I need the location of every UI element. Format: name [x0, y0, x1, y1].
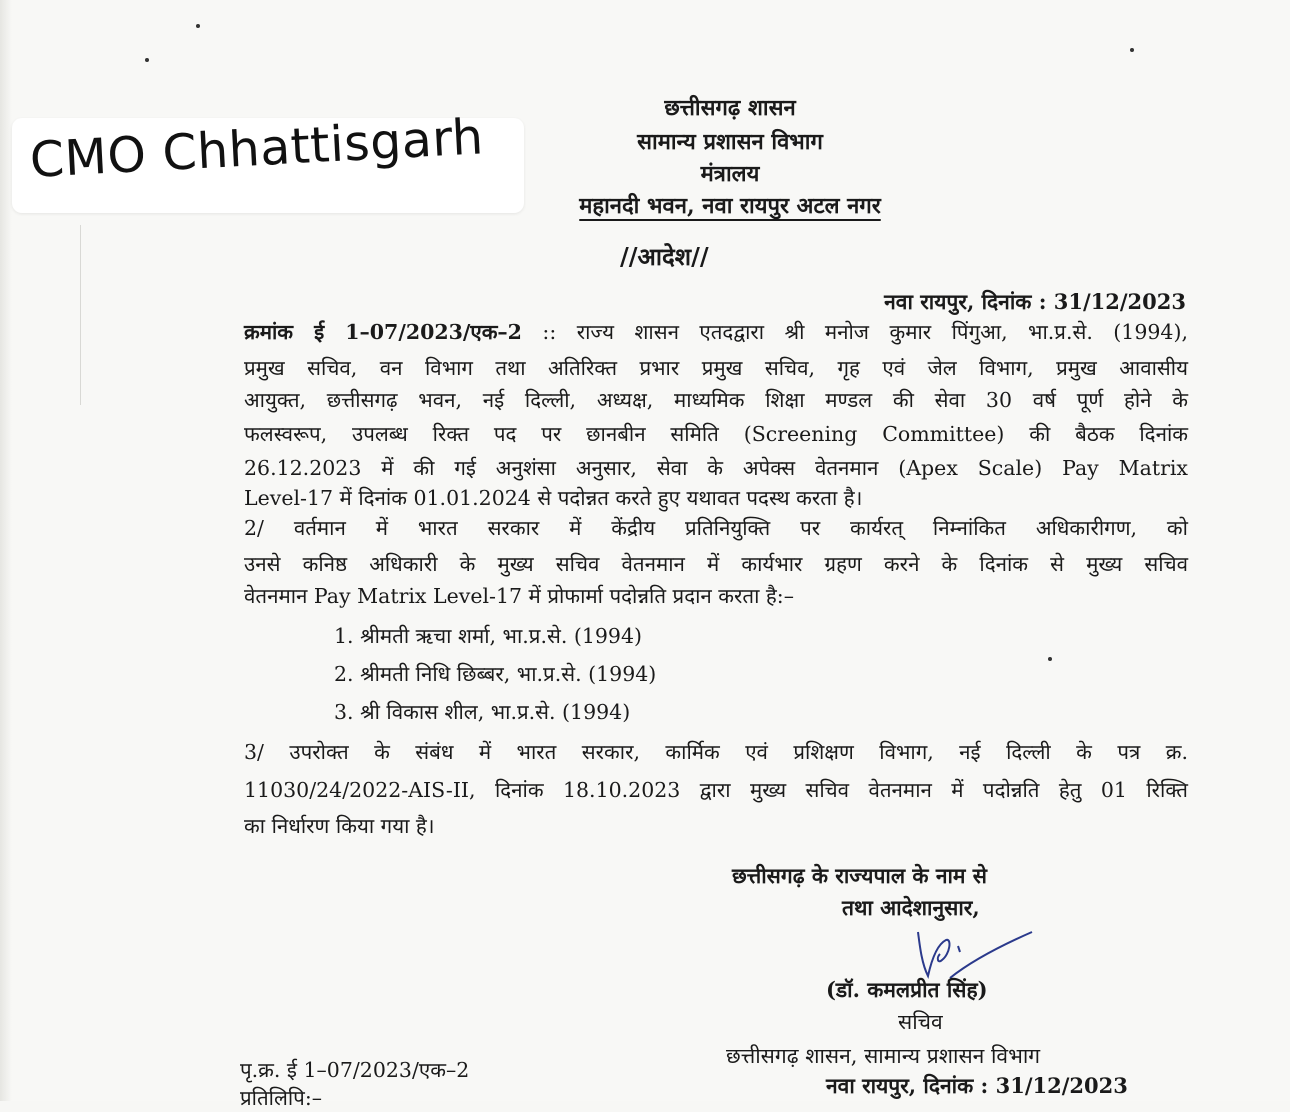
speck — [1130, 48, 1134, 52]
officer-list-item: 1. श्रीमती ऋचा शर्मा, भा.प्र.से. (1994) — [334, 624, 643, 648]
speck — [145, 58, 149, 62]
para1-line2: प्रमुख सचिव, वन विभाग तथा अतिरिक्त प्रभार प्रमुख सचिव, गृह एवं जेल विभाग, प्रमुख आवासीय — [244, 356, 1188, 380]
para1-line3: आयुक्त, छत्तीसगढ़ भवन, नई दिल्ली, अध्यक्ष, माध्यमिक शिक्षा मण्डल की सेवा 30 वर्ष पूर्ण होने के — [244, 388, 1188, 412]
para3-line2: 11030/24/2022-AIS-II, दिनांक 18.10.2023 द्वारा मुख्य सचिव वेतनमान में पदोन्नति हेतु 01 रिक्ति — [244, 778, 1188, 802]
signature-authority: छत्तीसगढ़ के राज्यपाल के नाम से — [732, 863, 987, 888]
margin-line — [80, 225, 81, 405]
footer-copy-label: प्रतिलिपि:– — [240, 1086, 322, 1110]
signature-order: तथा आदेशानुसार, — [842, 895, 980, 920]
signatory-department: छत्तीसगढ़ शासन, सामान्य प्रशासन विभाग — [726, 1044, 1041, 1068]
order-reference: क्रमांक ई 1–07/2023/एक–2 — [244, 320, 522, 344]
para2-line3: वेतनमान Pay Matrix Level-17 में प्रोफार्मा पदोन्नति प्रदान करता है:– — [244, 584, 794, 608]
signatory-designation: सचिव — [898, 1010, 943, 1034]
header-government: छत्तीसगढ़ शासन — [664, 95, 796, 121]
watermark-text: CMO Chhattisgarh — [28, 108, 485, 189]
para1-line6: Level-17 में दिनांक 01.01.2024 से पदोन्नत करते हुए यथावत पदस्थ करता है। — [244, 486, 863, 510]
order-date: नवा रायपुर, दिनांक : 31/12/2023 — [884, 289, 1186, 314]
page-edge-shadow — [0, 0, 12, 1101]
para2-line1: 2/ वर्तमान में भारत सरकार में केंद्रीय प्रतिनियुक्ति पर कार्यरत् निम्नांकित अधिकारीगण, को — [244, 516, 1188, 540]
footer-reference: पृ.क्र. ई 1–07/2023/एक–2 — [240, 1058, 470, 1082]
para2-line2: उनसे कनिष्ठ अधिकारी के मुख्य सचिव वेतनमान में कार्यभार ग्रहण करने के दिनांक से मुख्य सचिव — [244, 552, 1188, 576]
para1-line4: फलस्वरूप, उपलब्ध रिक्त पद पर छानबीन समिति (Screening Committee) की बैठक दिनांक — [244, 422, 1188, 446]
para1-line5: 26.12.2023 में की गई अनुशंसा अनुसार, सेवा के अपेक्स वेतनमान (Apex Scale) Pay Matrix — [244, 456, 1188, 480]
para1-line1-text: :: राज्य शासन एतदद्वारा श्री मनोज कुमार पिंगुआ, भा.प्र.से. (1994), — [542, 320, 1188, 344]
officer-list-item: 2. श्रीमती निधि छिब्बर, भा.प्र.से. (1994) — [334, 662, 657, 686]
speck — [1048, 657, 1052, 661]
signatory-name: (डॉ. कमलप्रीत सिंह) — [826, 977, 988, 1002]
order-title: //आदेश// — [620, 242, 709, 271]
speck — [196, 24, 200, 28]
signature-date: नवा रायपुर, दिनांक : 31/12/2023 — [826, 1073, 1128, 1098]
header-address: महानदी भवन, नवा रायपुर अटल नगर — [579, 193, 881, 219]
para3-line3: का निर्धारण किया गया है। — [244, 814, 435, 838]
para1-line1 — [244, 318, 1188, 346]
header-department: सामान्य प्रशासन विभाग — [637, 129, 823, 155]
para3-line1: 3/ उपरोक्त के संबंध में भारत सरकार, कार्मिक एवं प्रशिक्षण विभाग, नई दिल्ली के पत्र क्र. — [244, 740, 1188, 764]
officer-list-item: 3. श्री विकास शील, भा.प्र.से. (1994) — [334, 700, 631, 724]
header-ministry: मंत्रालय — [700, 161, 760, 187]
